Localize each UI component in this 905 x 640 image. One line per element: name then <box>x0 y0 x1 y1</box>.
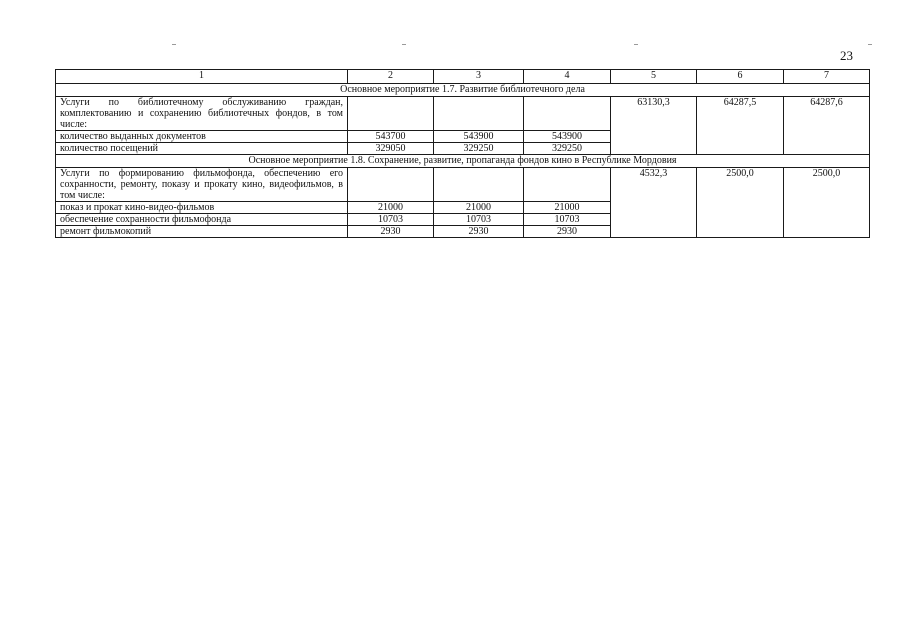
total-value: 63130,3 <box>611 97 697 155</box>
scan-mark <box>402 44 406 45</box>
column-header: 1 <box>56 70 348 84</box>
section-title: Основное мероприятие 1.7. Развитие библиотечного дела <box>56 84 870 97</box>
row-value: 2930 <box>524 226 611 238</box>
table-cell <box>524 168 611 202</box>
page-number: 23 <box>840 48 853 63</box>
row-label: обеспечение сохранности фильмофонда <box>56 214 348 226</box>
row-value: 2930 <box>348 226 434 238</box>
row-value: 10703 <box>348 214 434 226</box>
row-value: 21000 <box>348 202 434 214</box>
row-label: количество посещений <box>56 143 348 155</box>
scan-mark <box>868 44 872 45</box>
table-cell <box>434 97 524 131</box>
scan-mark <box>172 44 176 45</box>
row-value: 329250 <box>524 143 611 155</box>
row-value: 543900 <box>524 131 611 143</box>
total-value: 64287,6 <box>784 97 870 155</box>
column-header-row <box>56 70 870 84</box>
section-title: Основное мероприятие 1.8. Сохранение, развитие, пропаганда фондов кино в Республике Мордовия <box>56 155 870 168</box>
table-cell <box>348 97 434 131</box>
scan-mark <box>634 44 638 45</box>
section-title-row <box>56 155 870 168</box>
row-value: 543700 <box>348 131 434 143</box>
column-header: 5 <box>611 70 697 84</box>
total-value: 2500,0 <box>784 168 870 238</box>
total-value: 64287,5 <box>697 97 784 155</box>
service-row <box>56 97 870 131</box>
row-label: показ и прокат кино-видео-фильмов <box>56 202 348 214</box>
row-label: количество выданных документов <box>56 131 348 143</box>
row-value: 2930 <box>434 226 524 238</box>
report-table <box>55 69 870 238</box>
row-value: 10703 <box>524 214 611 226</box>
total-value: 2500,0 <box>697 168 784 238</box>
table-cell <box>524 97 611 131</box>
section-title-row <box>56 84 870 97</box>
table-cell <box>434 168 524 202</box>
table-cell <box>348 168 434 202</box>
row-value: 21000 <box>524 202 611 214</box>
row-label: ремонт фильмокопий <box>56 226 348 238</box>
column-header: 2 <box>348 70 434 84</box>
row-value: 21000 <box>434 202 524 214</box>
column-header: 7 <box>784 70 870 84</box>
service-row <box>56 168 870 202</box>
row-value: 10703 <box>434 214 524 226</box>
row-value: 329050 <box>348 143 434 155</box>
column-header: 3 <box>434 70 524 84</box>
service-description: Услуги по формированию фильмофонда, обеспечению его сохранности, ремонту, показу и прокату кино, видеофильмов, в том числе: <box>56 168 348 202</box>
row-value: 329250 <box>434 143 524 155</box>
total-value: 4532,3 <box>611 168 697 238</box>
row-value: 543900 <box>434 131 524 143</box>
column-header: 4 <box>524 70 611 84</box>
service-description: Услуги по библиотечному обслуживанию граждан, комплектованию и сохранению библиотечных фондов, в том числе: <box>56 97 348 131</box>
column-header: 6 <box>697 70 784 84</box>
